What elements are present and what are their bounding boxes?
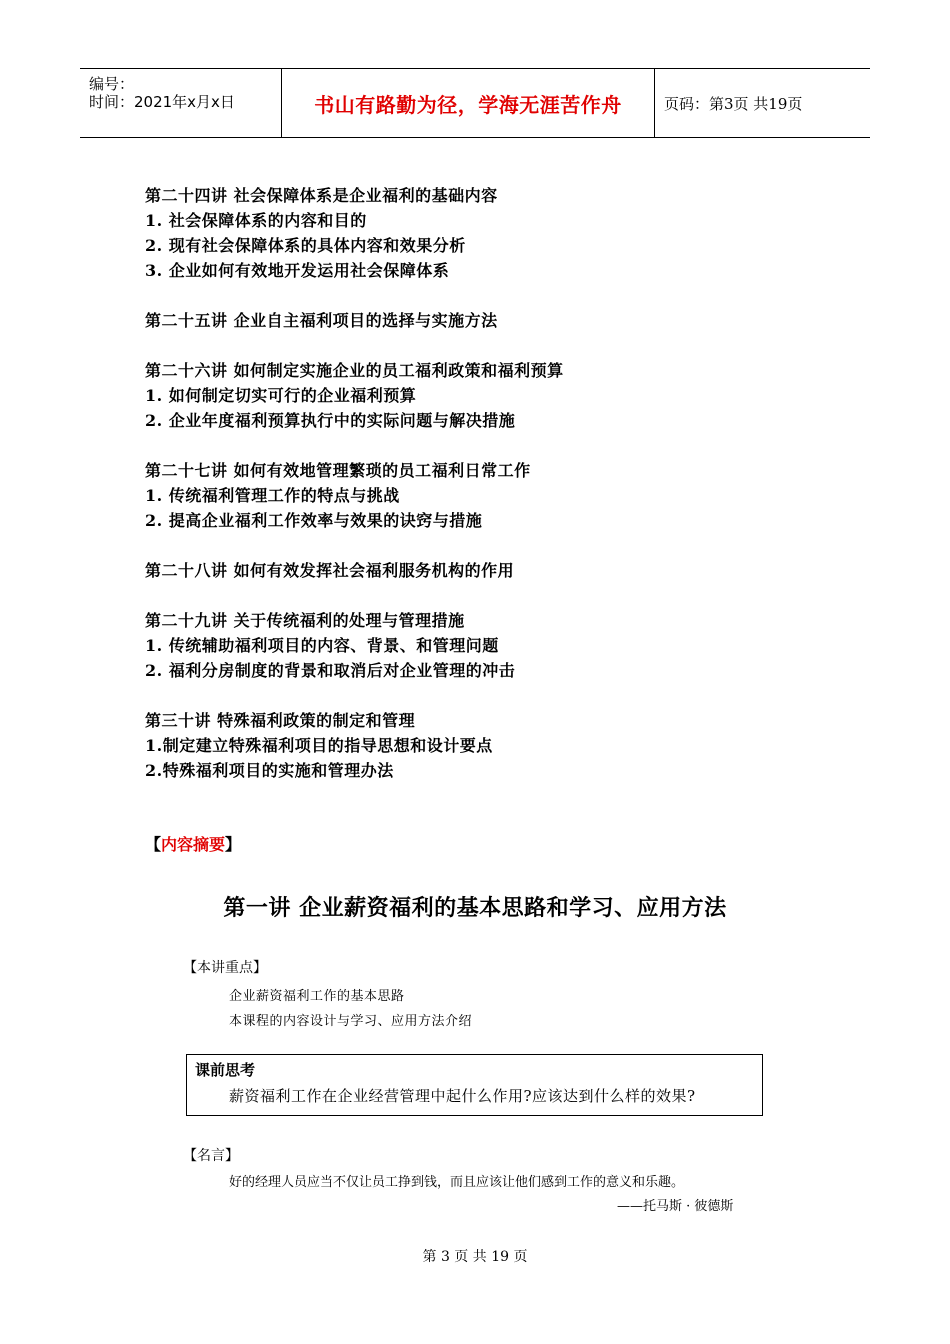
outline-section (145, 308, 845, 333)
section-title: 第二十六讲 如何制定实施企业的员工福利政策和福利预算 (145, 361, 564, 380)
quote-heading: 【名言】 (183, 1148, 239, 1164)
bracket-close: 】 (225, 835, 242, 854)
key-points-heading: 【本讲重点】 (183, 960, 267, 976)
summary-label: 内容摘要 (161, 835, 226, 854)
section-item: 2. 提高企业福利工作效率与效果的诀窍与措施 (145, 511, 483, 530)
header-meta-cell (80, 69, 281, 137)
page-footer: 第 3 页 共 19 页 (422, 1249, 528, 1265)
section-item: 1. 如何制定切实可行的企业福利预算 (145, 386, 417, 405)
preclass-question: 薪资福利工作在企业经营管理中起什么作用?应该达到什么样的效果? (229, 1087, 696, 1105)
outline-section (145, 708, 845, 783)
header-motto-cell (281, 69, 655, 137)
section-item: 1. 社会保障体系的内容和目的 (145, 211, 367, 230)
page-info: 页码：第3页 共19页 (664, 94, 803, 113)
motto: 书山有路勤为径，学海无涯苦作舟 (314, 92, 622, 117)
section-title: 第二十九讲 关于传统福利的处理与管理措施 (145, 611, 465, 630)
quote-author: ——托马斯 · 彼德斯 (617, 1199, 734, 1214)
preclass-heading: 课前思考 (195, 1061, 256, 1079)
section-item: 2.特殊福利项目的实施和管理办法 (145, 761, 394, 780)
quote-text: 好的经理人员应当不仅让员工挣到钱，而且应该让他们感到工作的意义和乐趣。 (229, 1175, 685, 1190)
section-title: 第二十八讲 如何有效发挥社会福利服务机构的作用 (145, 561, 515, 580)
outline-section (145, 608, 845, 683)
outline-section (145, 358, 845, 433)
outline-section (145, 458, 845, 533)
section-item: 3. 企业如何有效地开发运用社会保障体系 (145, 261, 450, 280)
lecture-title: 第一讲 企业薪资福利的基本思路和学习、应用方法 (223, 895, 727, 921)
section-title: 第二十七讲 如何有效地管理繁琐的员工福利日常工作 (145, 461, 531, 480)
outline-section (145, 183, 845, 283)
header-table (80, 68, 870, 138)
section-item: 2. 企业年度福利预算执行中的实际问题与解决措施 (145, 411, 516, 430)
section-item: 1.制定建立特殊福利项目的指导思想和设计要点 (145, 736, 493, 755)
section-item: 2. 福利分房制度的背景和取消后对企业管理的冲击 (145, 661, 516, 680)
outline-section (145, 558, 845, 583)
bracket-open: 【 (145, 835, 162, 854)
course-outline (145, 183, 845, 808)
section-item: 1. 传统福利管理工作的特点与挑战 (145, 486, 400, 505)
summary-heading (145, 832, 241, 855)
key-point: 本课程的内容设计与学习、应用方法介绍 (229, 1014, 473, 1029)
section-title: 第二十五讲 企业自主福利项目的选择与实施方法 (145, 311, 498, 330)
key-point: 企业薪资福利工作的基本思路 (229, 989, 405, 1004)
section-item: 2. 现有社会保障体系的具体内容和效果分析 (145, 236, 466, 255)
section-title: 第三十讲 特殊福利政策的制定和管理 (145, 711, 416, 730)
number-label: 编号： (89, 75, 135, 93)
section-title: 第二十四讲 社会保障体系是企业福利的基础内容 (145, 186, 498, 205)
preclass-box (186, 1054, 763, 1116)
time-label: 时间：2021年x月x日 (89, 93, 235, 111)
section-item: 1. 传统辅助福利项目的内容、背景、和管理问题 (145, 636, 499, 655)
header-page-cell (655, 69, 870, 137)
